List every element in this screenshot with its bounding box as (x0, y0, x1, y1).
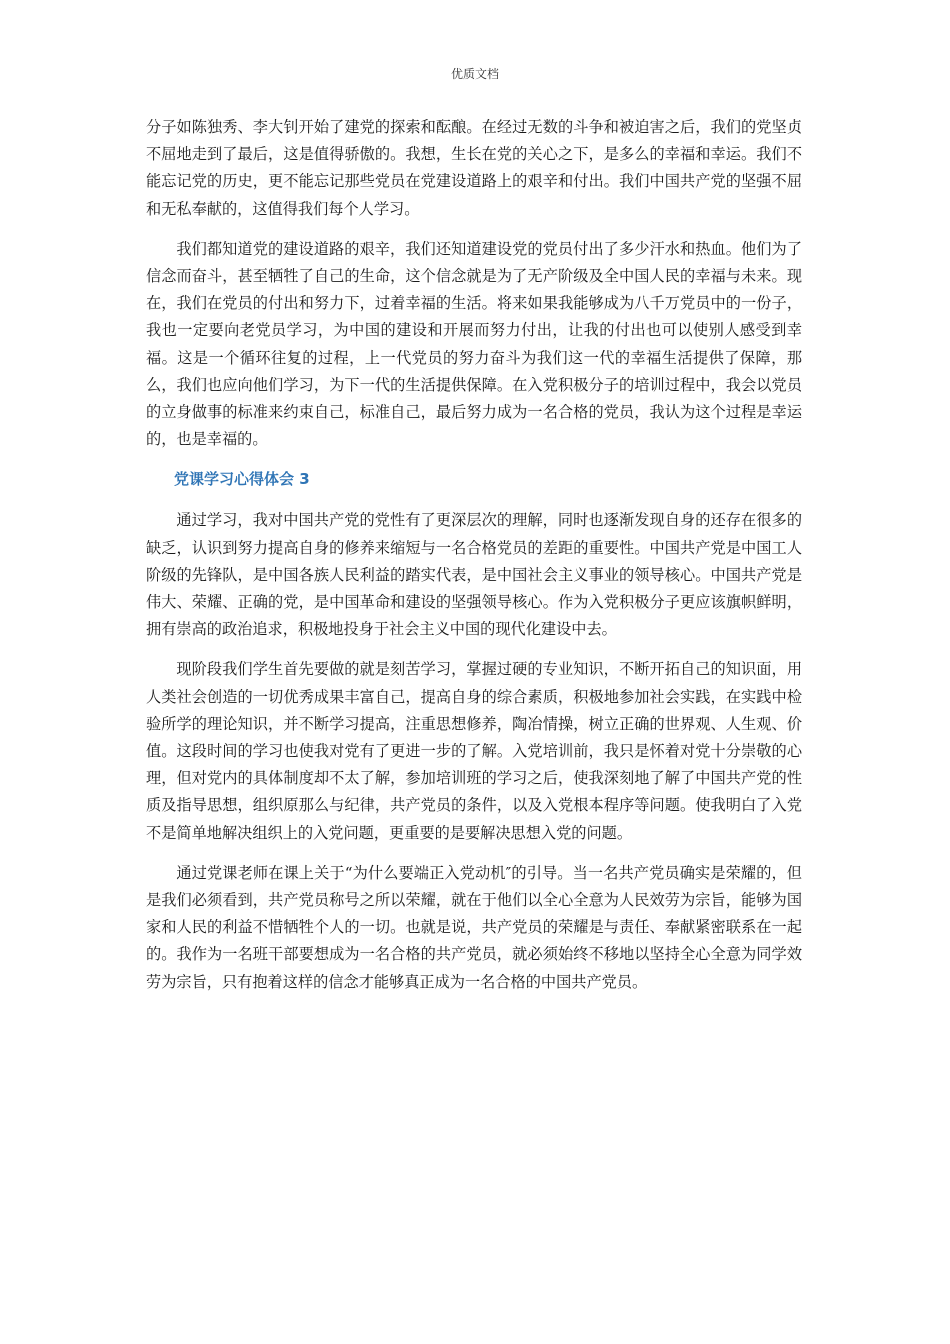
paragraph: 我们都知道党的建设道路的艰辛，我们还知道建设党的党员付出了多少汗水和热血。他们为了信念而奋斗，甚至牺牲了自己的生命，这个信念就是为了无产阶级及全中国人民的幸福与未来。现在，我们在党员的付出和努力下，过着幸福的生活。将来如果我能够成为八千万党员中的一份子，我也一定要向老党员学习，为中国的建设和开展而努力付出，让我的付出也可以使别人感受到幸福。这是一个循环往复的过程，上一代党员的努力奋斗为我们这一代的幸福生活提供了保障，那么，我们也应向他们学习，为下一代的生活提供保障。在入党积极分子的培训过程中，我会以党员的立身做事的标准来约束自己，标准自己，最后努力成为一名合格的党员，我认为这个过程是幸运的，也是幸福的。 (146, 239, 802, 449)
document-body (146, 114, 802, 1009)
page-header: 优质文档 (450, 67, 499, 81)
paragraph: 通过党课老师在课上关于“为什么要端正入党动机″的引导。当一名共产党员确实是荣耀的，但是我们必须看到，共产党员称号之所以荣耀，就在于他们以全心全意为人民效劳为宗旨，能够为国家和人民的利益不惜牺牲个人的一切。也就是说，共产党员的荣耀是与责任、奉献紧密联系在一起的。我作为一名班干部要想成为一名合格的共产党员，就必须始终不移地以坚持全心全意为同学效劳为宗旨，只有抱着这样的信念才能够真正成为一名合格的中国共产党员。 (146, 863, 802, 991)
paragraph: 现阶段我们学生首先要做的就是刻苦学习，掌握过硬的专业知识，不断开拓自己的知识面，用人类社会创造的一切优秀成果丰富自己，提高自身的综合素质，积极地参加社会实践，在实践中检验所学的理论知识，并不断学习提高，注重思想修养，陶冶情操，树立正确的世界观、人生观、价值。这段时间的学习也使我对党有了更进一步的了解。入党培训前，我只是怀着对党十分崇敬的心理，但对党内的具体制度却不太了解，参加培训班的学习之后，使我深刻地了解了中国共产党的性质及指导思想，组织原那么与纪律，共产党员的条件，以及入党根本程序等问题。使我明白了入党不是简单地解决组织上的入党问题，更重要的是要解决思想入党的问题。 (146, 660, 802, 842)
paragraph-continued: 分子如陈独秀、李大钊开始了建党的探索和酝酿。在经过无数的斗争和被迫害之后，我们的党坚贞不屈地走到了最后，这是值得骄傲的。我想，生长在党的关心之下，是多么的幸福和幸运。我们不能忘记党的历史，更不能忘记那些党员在党建设道路上的艰辛和付出。我们中国共产党的坚强不屈和无私奉献的，这值得我们每个人学习。 (146, 118, 802, 218)
paragraph: 通过学习，我对中国共产党的党性有了更深层次的理解，同时也逐渐发现自身的还存在很多的缺乏，认识到努力提高自身的修养来缩短与一名合格党员的差距的重要性。中国共产党是中国工人阶级的先锋队，是中国各族人民利益的踏实代表，是中国社会主义事业的领导核心。中国共产党是伟大、荣耀、正确的党，是中国革命和建设的坚强领导核心。作为入党积极分子更应该旗帜鲜明，拥有崇高的政治追求，积极地投身于社会主义中国的现代化建设中去。 (146, 511, 802, 639)
section-heading: 党课学习心得体会 3 (174, 470, 310, 489)
